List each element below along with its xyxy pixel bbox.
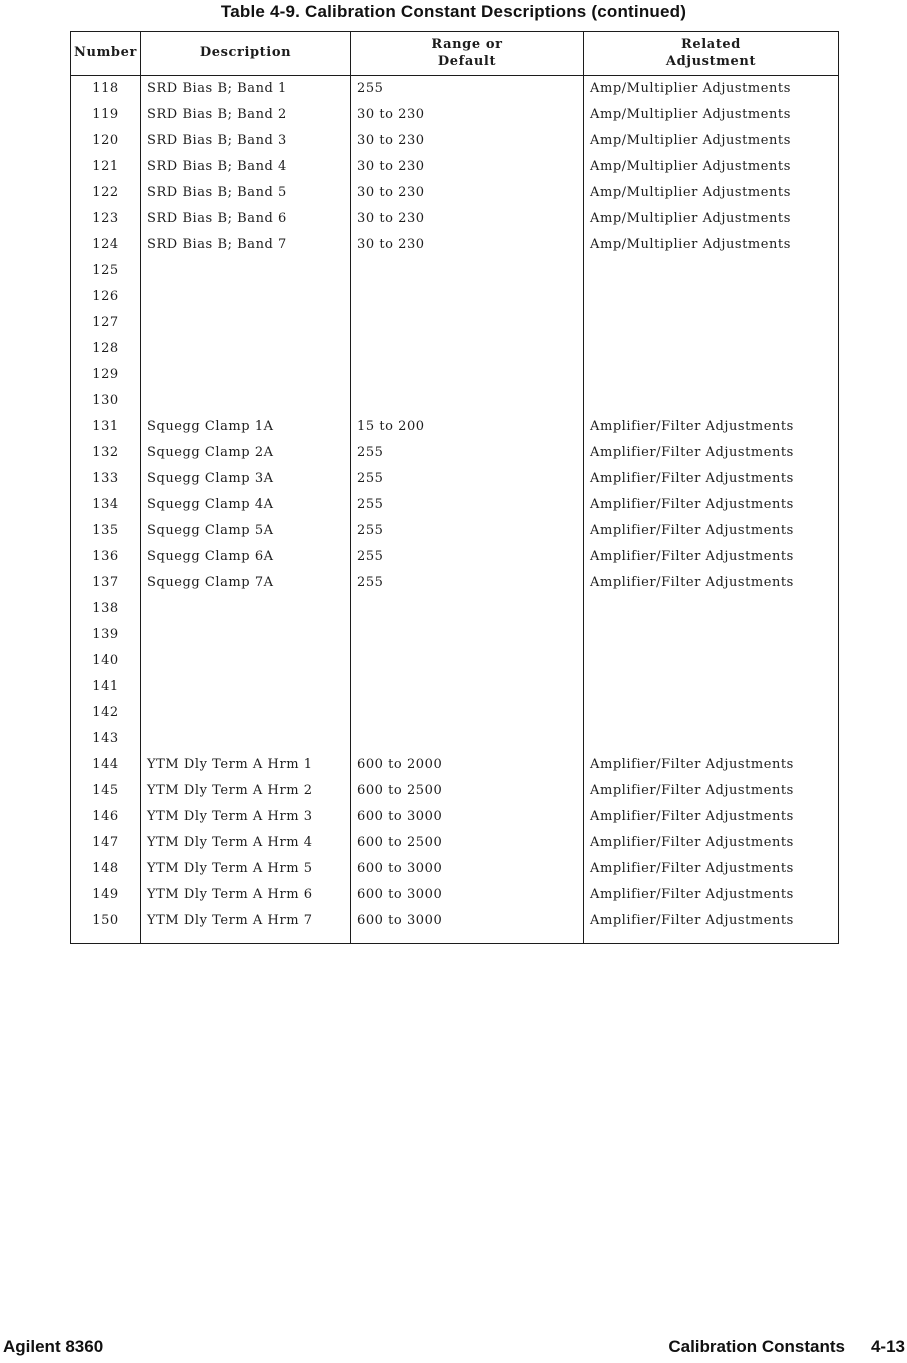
cell-description [141, 700, 351, 726]
table-row [71, 518, 839, 544]
cell-range: 600 to 3000 [351, 882, 584, 908]
cell-range: 30 to 230 [351, 128, 584, 154]
cell-number: 118 [71, 76, 141, 102]
table-row [71, 856, 839, 882]
table-row [71, 206, 839, 232]
cell-related [584, 700, 839, 726]
cell-range [351, 622, 584, 648]
footer-section-title: Calibration Constants [668, 1337, 845, 1356]
cell-range [351, 284, 584, 310]
cell-related [584, 934, 839, 944]
cell-description [141, 726, 351, 752]
cell-related: Amplifier/Filter Adjustments [584, 908, 839, 934]
cell-number: 135 [71, 518, 141, 544]
table-row [71, 180, 839, 206]
table-row [71, 258, 839, 284]
table-row [71, 440, 839, 466]
cell-related: Amplifier/Filter Adjustments [584, 778, 839, 804]
cell-number: 134 [71, 492, 141, 518]
cell-range: 600 to 2500 [351, 778, 584, 804]
table-row [71, 492, 839, 518]
cell-related [584, 310, 839, 336]
cell-range: 600 to 3000 [351, 856, 584, 882]
cell-description: SRD Bias B; Band 3 [141, 128, 351, 154]
table-body [71, 76, 839, 944]
cell-range [351, 934, 584, 944]
cell-number: 123 [71, 206, 141, 232]
cell-related: Amplifier/Filter Adjustments [584, 440, 839, 466]
table-row [71, 752, 839, 778]
cell-related: Amplifier/Filter Adjustments [584, 466, 839, 492]
cell-number: 136 [71, 544, 141, 570]
cell-range: 30 to 230 [351, 232, 584, 258]
header-related-adjustment: Related Adjustment [584, 32, 839, 76]
cell-related: Amplifier/Filter Adjustments [584, 830, 839, 856]
cell-description: YTM Dly Term A Hrm 4 [141, 830, 351, 856]
cell-description [141, 310, 351, 336]
cell-description: SRD Bias B; Band 5 [141, 180, 351, 206]
cell-description: Squegg Clamp 6A [141, 544, 351, 570]
table-row [71, 700, 839, 726]
cell-description [141, 648, 351, 674]
cell-range [351, 596, 584, 622]
cell-range [351, 726, 584, 752]
cell-description: YTM Dly Term A Hrm 5 [141, 856, 351, 882]
table-row [71, 310, 839, 336]
cell-range [351, 388, 584, 414]
cell-range: 15 to 200 [351, 414, 584, 440]
cell-description: SRD Bias B; Band 2 [141, 102, 351, 128]
cell-number: 132 [71, 440, 141, 466]
cell-related [584, 622, 839, 648]
table-row [71, 336, 839, 362]
cell-number: 124 [71, 232, 141, 258]
cell-number: 145 [71, 778, 141, 804]
cell-range [351, 310, 584, 336]
cell-range [351, 674, 584, 700]
cell-related: Amplifier/Filter Adjustments [584, 804, 839, 830]
cell-description: YTM Dly Term A Hrm 2 [141, 778, 351, 804]
cell-description: Squegg Clamp 4A [141, 492, 351, 518]
cell-range: 600 to 3000 [351, 908, 584, 934]
cell-number: 143 [71, 726, 141, 752]
table-row [71, 726, 839, 752]
cell-description [141, 674, 351, 700]
cell-description: SRD Bias B; Band 1 [141, 76, 351, 102]
calibration-constants-table [70, 31, 839, 944]
cell-related: Amplifier/Filter Adjustments [584, 882, 839, 908]
cell-description: YTM Dly Term A Hrm 7 [141, 908, 351, 934]
cell-description: Squegg Clamp 1A [141, 414, 351, 440]
cell-related [584, 648, 839, 674]
cell-number [71, 934, 141, 944]
table-row [71, 414, 839, 440]
cell-range: 30 to 230 [351, 154, 584, 180]
cell-description [141, 362, 351, 388]
footer-page-number: 4-13 [870, 1337, 905, 1356]
cell-range [351, 648, 584, 674]
cell-range: 600 to 3000 [351, 804, 584, 830]
cell-range: 255 [351, 518, 584, 544]
cell-related: Amplifier/Filter Adjustments [584, 492, 839, 518]
cell-description: SRD Bias B; Band 4 [141, 154, 351, 180]
cell-number: 139 [71, 622, 141, 648]
table-row [71, 908, 839, 934]
header-description: Description [141, 32, 351, 76]
cell-related [584, 284, 839, 310]
cell-related: Amplifier/Filter Adjustments [584, 570, 839, 596]
table-row [71, 466, 839, 492]
cell-related [584, 336, 839, 362]
cell-number: 129 [71, 362, 141, 388]
cell-range: 255 [351, 492, 584, 518]
cell-description: YTM Dly Term A Hrm 6 [141, 882, 351, 908]
cell-related [584, 362, 839, 388]
table-row [71, 544, 839, 570]
cell-number: 125 [71, 258, 141, 284]
cell-related [584, 726, 839, 752]
footer-product-name: Agilent 8360 [3, 1337, 104, 1356]
table-row [71, 596, 839, 622]
table-row [71, 362, 839, 388]
table-row [71, 232, 839, 258]
cell-related: Amp/Multiplier Adjustments [584, 102, 839, 128]
cell-description [141, 284, 351, 310]
cell-range: 255 [351, 570, 584, 596]
cell-related: Amplifier/Filter Adjustments [584, 414, 839, 440]
table-row [71, 76, 839, 102]
table-row [71, 804, 839, 830]
cell-description: SRD Bias B; Band 7 [141, 232, 351, 258]
cell-range: 255 [351, 466, 584, 492]
cell-range [351, 258, 584, 284]
cell-description [141, 622, 351, 648]
cell-range: 255 [351, 544, 584, 570]
cell-number: 148 [71, 856, 141, 882]
cell-number: 146 [71, 804, 141, 830]
table-row [71, 778, 839, 804]
cell-related: Amplifier/Filter Adjustments [584, 544, 839, 570]
cell-description [141, 388, 351, 414]
cell-related: Amp/Multiplier Adjustments [584, 180, 839, 206]
cell-description: YTM Dly Term A Hrm 3 [141, 804, 351, 830]
cell-description: SRD Bias B; Band 6 [141, 206, 351, 232]
cell-number: 131 [71, 414, 141, 440]
cell-number: 126 [71, 284, 141, 310]
table-row [71, 284, 839, 310]
cell-range: 30 to 230 [351, 102, 584, 128]
cell-number: 144 [71, 752, 141, 778]
cell-number: 133 [71, 466, 141, 492]
cell-related: Amp/Multiplier Adjustments [584, 76, 839, 102]
cell-number: 150 [71, 908, 141, 934]
header-number: Number [71, 32, 141, 76]
cell-number: 147 [71, 830, 141, 856]
cell-description: Squegg Clamp 2A [141, 440, 351, 466]
cell-description [141, 596, 351, 622]
cell-number: 141 [71, 674, 141, 700]
table-row [71, 622, 839, 648]
cell-related: Amp/Multiplier Adjustments [584, 128, 839, 154]
cell-related [584, 258, 839, 284]
cell-range: 30 to 230 [351, 206, 584, 232]
cell-description [141, 934, 351, 944]
table-row [71, 882, 839, 908]
cell-number: 137 [71, 570, 141, 596]
cell-range: 600 to 2500 [351, 830, 584, 856]
table-row [71, 674, 839, 700]
cell-description [141, 258, 351, 284]
table-row [71, 154, 839, 180]
cell-number: 122 [71, 180, 141, 206]
cell-number: 149 [71, 882, 141, 908]
table-row [71, 830, 839, 856]
table-header [71, 32, 839, 76]
cell-description [141, 336, 351, 362]
cell-related: Amplifier/Filter Adjustments [584, 752, 839, 778]
table-row [71, 102, 839, 128]
table-row [71, 128, 839, 154]
cell-number: 130 [71, 388, 141, 414]
table-row [71, 648, 839, 674]
cell-number: 138 [71, 596, 141, 622]
cell-range: 600 to 2000 [351, 752, 584, 778]
table-row [71, 388, 839, 414]
cell-related: Amp/Multiplier Adjustments [584, 232, 839, 258]
header-range-or-default: Range or Default [351, 32, 584, 76]
table-row [71, 570, 839, 596]
cell-number: 127 [71, 310, 141, 336]
cell-related: Amp/Multiplier Adjustments [584, 154, 839, 180]
cell-number: 121 [71, 154, 141, 180]
cell-range: 255 [351, 440, 584, 466]
cell-range [351, 336, 584, 362]
cell-related [584, 596, 839, 622]
cell-range: 255 [351, 76, 584, 102]
cell-related: Amplifier/Filter Adjustments [584, 856, 839, 882]
footer-section [668, 1337, 905, 1357]
cell-number: 140 [71, 648, 141, 674]
cell-related: Amplifier/Filter Adjustments [584, 518, 839, 544]
cell-range: 30 to 230 [351, 180, 584, 206]
cell-related [584, 674, 839, 700]
table-row [71, 934, 839, 944]
table-title: Table 4-9. Calibration Constant Descriptions (continued) [220, 2, 687, 21]
cell-range [351, 700, 584, 726]
cell-description: Squegg Clamp 5A [141, 518, 351, 544]
cell-description: Squegg Clamp 3A [141, 466, 351, 492]
cell-description: YTM Dly Term A Hrm 1 [141, 752, 351, 778]
cell-number: 142 [71, 700, 141, 726]
cell-number: 128 [71, 336, 141, 362]
cell-number: 120 [71, 128, 141, 154]
cell-range [351, 362, 584, 388]
cell-related: Amp/Multiplier Adjustments [584, 206, 839, 232]
cell-related [584, 388, 839, 414]
cell-description: Squegg Clamp 7A [141, 570, 351, 596]
cell-number: 119 [71, 102, 141, 128]
